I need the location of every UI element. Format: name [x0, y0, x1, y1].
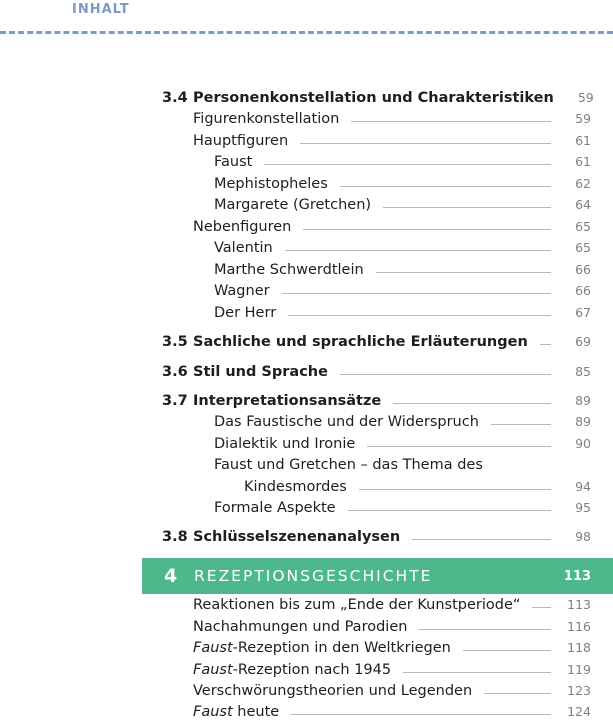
- leader-line: [359, 489, 551, 490]
- toc-entry-multiline-second[interactable]: [0, 476, 613, 497]
- toc-entry[interactable]: [0, 701, 613, 722]
- toc-entry-3-4[interactable]: [0, 87, 613, 108]
- toc-entry[interactable]: [0, 151, 613, 172]
- toc-entry-3-8[interactable]: [0, 526, 613, 547]
- entry-title-rest: -Rezeption in den Weltkriegen: [232, 639, 451, 656]
- toc-entry[interactable]: [0, 280, 613, 301]
- chapter-number: 4: [164, 565, 178, 587]
- entry-title: [193, 640, 451, 656]
- entry-title: Reaktionen bis zum „Ende der Kunstperiode“: [193, 596, 521, 613]
- page-number: 66: [575, 262, 591, 277]
- toc-entry-3-6[interactable]: [0, 361, 613, 382]
- page-number: 62: [575, 176, 591, 191]
- entry-title: Faust: [214, 153, 253, 170]
- toc-entry[interactable]: [0, 194, 613, 215]
- entry-title: Wagner: [214, 282, 270, 299]
- toc-entry[interactable]: [0, 173, 613, 194]
- leader-line: [403, 672, 551, 673]
- toc-entry[interactable]: [0, 680, 613, 701]
- toc-entry[interactable]: [0, 433, 613, 454]
- entry-title: Personenkonstellation und Charakteristiken: [193, 89, 554, 106]
- page-number: 94: [575, 479, 591, 494]
- page-number: 66: [575, 283, 591, 298]
- leader-line: [282, 293, 551, 294]
- leader-line: [484, 693, 551, 694]
- leader-line: [463, 650, 551, 651]
- section-number: 3.4: [162, 89, 188, 106]
- entry-title: Nebenfiguren: [193, 218, 292, 235]
- page-number: 69: [575, 334, 591, 349]
- leader-line: [288, 315, 551, 316]
- header-dashed-rule: [0, 31, 613, 34]
- leader-line: [348, 510, 551, 511]
- leader-line: [303, 229, 551, 230]
- toc-entry[interactable]: [0, 216, 613, 237]
- page-number: 89: [575, 414, 591, 429]
- leader-line: [540, 344, 551, 345]
- page-number: 118: [567, 640, 591, 655]
- entry-title-rest: -Rezeption nach 1945: [232, 661, 392, 678]
- leader-line: [351, 121, 551, 122]
- toc-entry[interactable]: [0, 108, 613, 129]
- entry-title: Sachliche und sprachliche Erläuterungen: [193, 333, 528, 350]
- toc-entry[interactable]: [0, 130, 613, 151]
- entry-title: Margarete (Gretchen): [214, 196, 372, 213]
- leader-line: [412, 539, 551, 540]
- toc-entry[interactable]: [0, 659, 613, 680]
- leader-line: [291, 714, 551, 715]
- section-number: 3.6: [162, 363, 188, 380]
- entry-title: Figurenkonstellation: [193, 110, 340, 127]
- leader-line: [340, 374, 551, 375]
- entry-title: Verschwörungstheorien und Legenden: [193, 682, 473, 699]
- section-number: 3.8: [162, 528, 188, 545]
- chapter-title: REZEPTIONSGESCHICHTE: [194, 567, 433, 585]
- entry-title: Nachahmungen und Parodien: [193, 618, 408, 635]
- section-number: 3.7: [162, 392, 188, 409]
- page-number: 65: [575, 240, 591, 255]
- running-header: INHALT: [72, 2, 130, 17]
- entry-title: [193, 662, 391, 678]
- entry-title: Das Faustische und der Widerspruch: [214, 413, 479, 430]
- page-number: 64: [575, 197, 591, 212]
- page-number: 65: [575, 219, 591, 234]
- entry-title: Stil und Sprache: [193, 363, 328, 380]
- page-number: 90: [575, 436, 591, 451]
- leader-line: [264, 164, 551, 165]
- page-number: 61: [575, 133, 591, 148]
- page-number: 59: [577, 90, 594, 105]
- page-number: 59: [575, 111, 591, 126]
- entry-title: Valentin: [214, 239, 273, 256]
- entry-title: Schlüsselszenenanalysen: [193, 528, 401, 545]
- toc-entry[interactable]: [0, 302, 613, 323]
- entry-title: Dialektik und Ironie: [214, 435, 356, 452]
- toc-entry[interactable]: [0, 237, 613, 258]
- italic-work-title: Faust: [193, 703, 233, 720]
- page-number: 95: [575, 500, 591, 515]
- entry-title: [193, 704, 279, 720]
- entry-title-rest: heute: [232, 703, 280, 720]
- leader-line: [300, 143, 551, 144]
- leader-line: [491, 424, 551, 425]
- entry-title: Faust und Gretchen – das Thema des: [214, 456, 483, 473]
- leader-line: [532, 607, 551, 608]
- toc-entry-3-5[interactable]: [0, 331, 613, 352]
- page-number: 85: [575, 364, 591, 379]
- entry-title: Mephistopheles: [214, 175, 328, 192]
- entry-title: Marthe Schwerdtlein: [214, 261, 364, 278]
- toc-entry[interactable]: [0, 259, 613, 280]
- page-number: 61: [575, 154, 591, 169]
- toc-entry[interactable]: [0, 637, 613, 658]
- chapter-page: 113: [563, 568, 591, 584]
- page-number: 113: [567, 597, 591, 612]
- page-number: 124: [567, 704, 591, 719]
- italic-work-title: Faust: [193, 639, 233, 656]
- toc-entry[interactable]: [0, 594, 613, 615]
- leader-line: [367, 446, 551, 447]
- toc-entry-3-7[interactable]: [0, 390, 613, 411]
- entry-title: Hauptfiguren: [193, 132, 289, 149]
- entry-title: Interpretationsansätze: [193, 392, 382, 409]
- entry-title: Kindesmordes: [244, 478, 347, 495]
- leader-line: [383, 207, 551, 208]
- leader-line: [285, 250, 551, 251]
- leader-line: [419, 629, 551, 630]
- toc-entry[interactable]: [0, 411, 613, 432]
- leader-line: [340, 186, 551, 187]
- page-number: 98: [575, 529, 591, 544]
- page-number: 116: [567, 619, 591, 634]
- page-number: 67: [575, 305, 591, 320]
- toc-entry[interactable]: [0, 616, 613, 637]
- chapter-banner-4[interactable]: [142, 558, 613, 594]
- entry-title: Formale Aspekte: [214, 499, 336, 516]
- italic-work-title: Faust: [193, 661, 233, 678]
- page-number: 119: [567, 662, 591, 677]
- page-number: 89: [575, 393, 591, 408]
- leader-line: [393, 403, 551, 404]
- section-number: 3.5: [162, 333, 188, 350]
- toc-entry[interactable]: [0, 497, 613, 518]
- page-number: 123: [567, 683, 591, 698]
- leader-line: [376, 272, 551, 273]
- toc-entry-multiline-first[interactable]: [0, 454, 613, 475]
- entry-title: Der Herr: [214, 304, 277, 321]
